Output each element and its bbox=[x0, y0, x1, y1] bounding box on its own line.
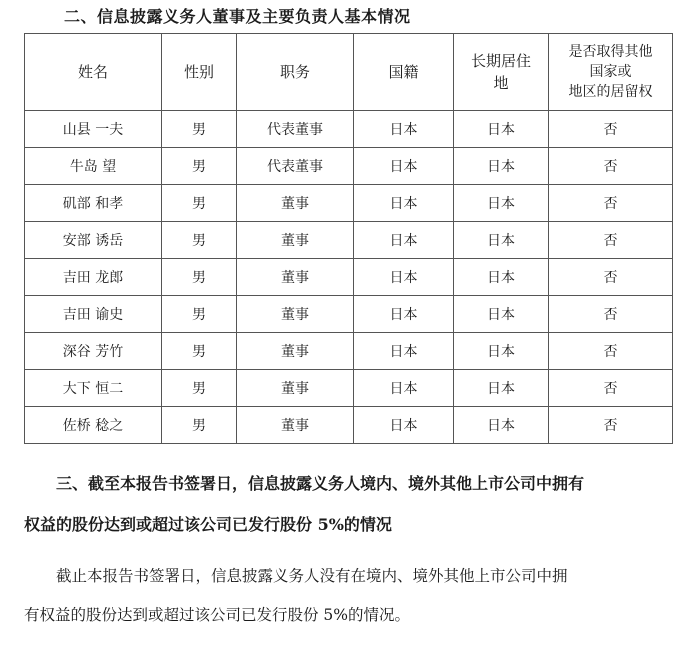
cell-gender: 男 bbox=[162, 259, 237, 296]
header-gender: 性别 bbox=[162, 34, 237, 111]
table-body bbox=[25, 111, 673, 444]
cell-gender: 男 bbox=[162, 222, 237, 259]
cell-other: 否 bbox=[549, 407, 673, 444]
cell-position: 代表董事 bbox=[237, 111, 354, 148]
header-nationality: 国籍 bbox=[354, 34, 454, 111]
cell-residence: 日本 bbox=[454, 111, 549, 148]
cell-nationality: 日本 bbox=[354, 333, 454, 370]
cell-gender: 男 bbox=[162, 111, 237, 148]
cell-name: 山县 一夫 bbox=[25, 111, 162, 148]
cell-name: 牛岛 望 bbox=[25, 148, 162, 185]
cell-position: 董事 bbox=[237, 370, 354, 407]
table-row bbox=[25, 259, 673, 296]
cell-residence: 日本 bbox=[454, 333, 549, 370]
cell-name: 大下 恒二 bbox=[25, 370, 162, 407]
cell-residence: 日本 bbox=[454, 185, 549, 222]
section-3-title-line1: 三、截至本报告书签署日，信息披露义务人境内、境外其他上市公司中拥有 bbox=[56, 474, 585, 493]
cell-nationality: 日本 bbox=[354, 222, 454, 259]
cell-residence: 日本 bbox=[454, 296, 549, 333]
cell-other: 否 bbox=[549, 296, 673, 333]
cell-position: 董事 bbox=[237, 333, 354, 370]
cell-other: 否 bbox=[549, 185, 673, 222]
cell-position: 董事 bbox=[237, 185, 354, 222]
cell-position: 董事 bbox=[237, 222, 354, 259]
cell-name: 吉田 谕史 bbox=[25, 296, 162, 333]
header-residence bbox=[454, 34, 549, 111]
cell-position: 董事 bbox=[237, 296, 354, 333]
cell-other: 否 bbox=[549, 370, 673, 407]
cell-residence: 日本 bbox=[454, 370, 549, 407]
section-3-body-line2: 有权益的股份达到或超过该公司已发行股份 5%的情况。 bbox=[24, 606, 411, 624]
table-row bbox=[25, 222, 673, 259]
section-3-body-line1: 截止本报告书签署日，信息披露义务人没有在境内、境外其他上市公司中拥 bbox=[56, 567, 568, 585]
cell-name: 吉田 龙郎 bbox=[25, 259, 162, 296]
cell-gender: 男 bbox=[162, 333, 237, 370]
cell-nationality: 日本 bbox=[354, 111, 454, 148]
header-other-line1: 是否取得其他 bbox=[568, 44, 653, 60]
table-row bbox=[25, 333, 673, 370]
cell-name: 佐桥 稔之 bbox=[25, 407, 162, 444]
cell-gender: 男 bbox=[162, 407, 237, 444]
cell-position: 董事 bbox=[237, 259, 354, 296]
table-row bbox=[25, 185, 673, 222]
cell-other: 否 bbox=[549, 222, 673, 259]
header-other-residency bbox=[549, 34, 673, 111]
cell-residence: 日本 bbox=[454, 222, 549, 259]
table-row bbox=[25, 296, 673, 333]
header-residence-line2: 地 bbox=[493, 74, 509, 92]
cell-gender: 男 bbox=[162, 370, 237, 407]
cell-other: 否 bbox=[549, 259, 673, 296]
directors-table bbox=[24, 33, 673, 444]
header-position: 职务 bbox=[237, 34, 354, 111]
table-row bbox=[25, 370, 673, 407]
cell-other: 否 bbox=[549, 333, 673, 370]
cell-gender: 男 bbox=[162, 296, 237, 333]
cell-nationality: 日本 bbox=[354, 148, 454, 185]
cell-other: 否 bbox=[549, 111, 673, 148]
section-3-title-line2: 权益的股份达到或超过该公司已发行股份 5%的情况 bbox=[24, 515, 392, 534]
cell-other: 否 bbox=[549, 148, 673, 185]
table-header-row bbox=[25, 34, 673, 111]
header-other-line2: 国家或 bbox=[589, 64, 632, 80]
cell-name: 深谷 芳竹 bbox=[25, 333, 162, 370]
cell-name: 安部 诱岳 bbox=[25, 222, 162, 259]
cell-residence: 日本 bbox=[454, 407, 549, 444]
cell-residence: 日本 bbox=[454, 259, 549, 296]
cell-gender: 男 bbox=[162, 185, 237, 222]
table-row bbox=[25, 407, 673, 444]
cell-nationality: 日本 bbox=[354, 296, 454, 333]
cell-position: 董事 bbox=[237, 407, 354, 444]
cell-position: 代表董事 bbox=[237, 148, 354, 185]
table-row bbox=[25, 148, 673, 185]
cell-name: 矶部 和孝 bbox=[25, 185, 162, 222]
cell-nationality: 日本 bbox=[354, 370, 454, 407]
header-other-line3: 地区的居留权 bbox=[568, 84, 653, 100]
table-row bbox=[25, 111, 673, 148]
cell-residence: 日本 bbox=[454, 148, 549, 185]
cell-nationality: 日本 bbox=[354, 259, 454, 296]
header-name: 姓名 bbox=[25, 34, 162, 111]
cell-nationality: 日本 bbox=[354, 185, 454, 222]
cell-gender: 男 bbox=[162, 148, 237, 185]
header-residence-line1: 长期居住 bbox=[470, 52, 531, 70]
section-2-title: 二、信息披露义务人董事及主要负责人基本情况 bbox=[64, 7, 411, 26]
cell-nationality: 日本 bbox=[354, 407, 454, 444]
